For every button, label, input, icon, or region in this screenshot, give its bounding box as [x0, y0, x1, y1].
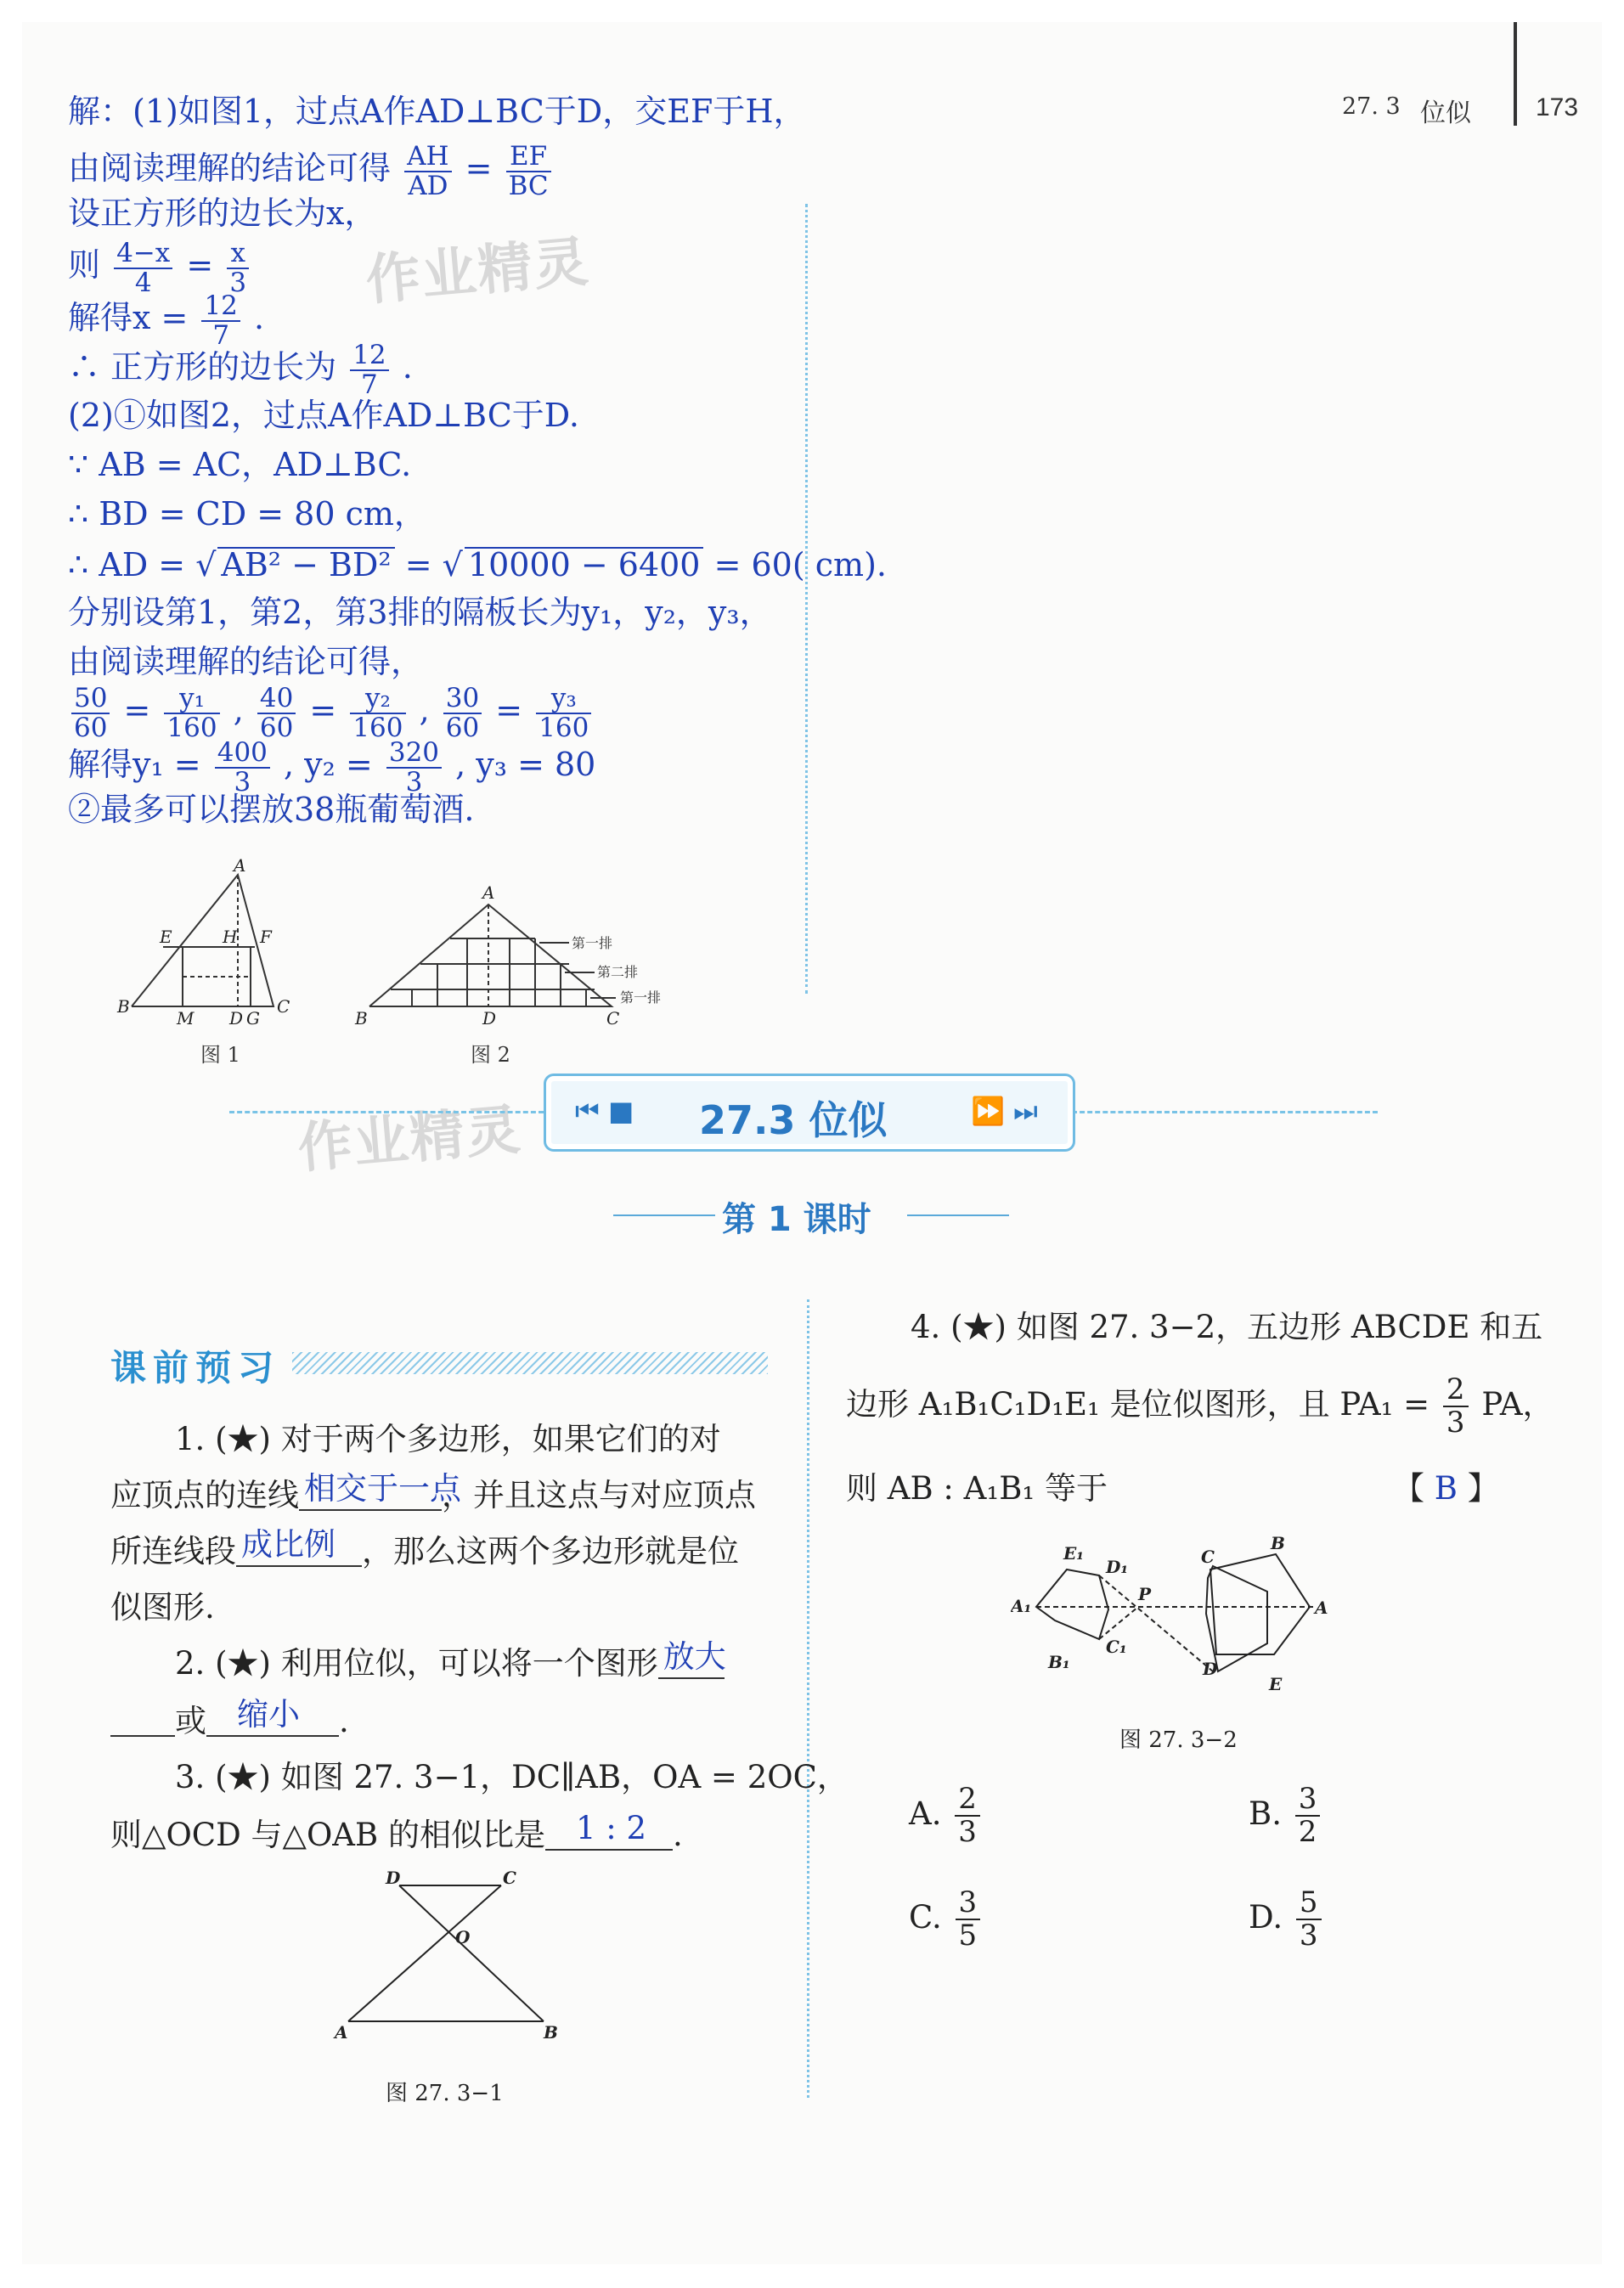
banner-line-right — [1072, 1111, 1378, 1113]
q4-line-3: 则 AB : A₁B₁ 等于 — [846, 1470, 1108, 1507]
fig1-label-G: G — [246, 1008, 260, 1028]
q1-blank-1 — [299, 1470, 461, 1511]
fig-27-3-1-label-D: D — [386, 1868, 401, 1888]
header-section-title: 位似 — [1420, 99, 1471, 128]
section-heading: 课前预习 — [110, 1347, 281, 1389]
q4-option-b[interactable]: B. $\frac{3}{2}$ — [1249, 1784, 1323, 1849]
section-banner — [544, 1074, 1075, 1152]
figure-27-3-2 — [1011, 1529, 1351, 1724]
fraction: $\frac{5}{3}$ — [1296, 1887, 1322, 1953]
operator: , — [223, 691, 254, 730]
q4-answer-bracket: 【 B 】 — [1393, 1470, 1499, 1507]
solution-line-13 — [68, 685, 595, 741]
q1-line-1: 1. (★) 对于两个多边形，如果它们的对 — [175, 1421, 721, 1457]
q3-line-2: 则△OCD 与△OAB 的相似比是 1 : 2 . — [110, 1810, 683, 1853]
solution-line-12: 由阅读理解的结论可得， — [68, 643, 424, 680]
fig-27-3-1-label-A: A — [335, 2022, 348, 2043]
solution-line-14: 解得y₁ = $\frac{400}{3}$ , y₂ = $\frac{320}{3}$ , y₃ = 80 — [68, 737, 596, 797]
q2-blank-1 — [658, 1638, 726, 1679]
nav-first-icon: ⏮ ■ — [575, 1095, 634, 1127]
fig2-row-label: 第二排 — [597, 964, 639, 980]
q4-answer: B — [1434, 1470, 1458, 1507]
fig-27-3-2-label-D: D — [1203, 1659, 1218, 1679]
q4-option-c[interactable]: C. $\frac{3}{5}$ — [909, 1887, 984, 1953]
q1-answer-2: 成比例 — [241, 1526, 336, 1563]
solution-line-8: ∵ AB = AC，AD⊥BC. — [68, 446, 412, 483]
nav-last-icon: ⏩ ⏭ — [971, 1095, 1038, 1127]
q4-option-d[interactable]: D. $\frac{5}{3}$ — [1249, 1887, 1325, 1953]
fig2-label-C: C — [606, 1008, 620, 1028]
operator: = — [299, 691, 347, 730]
fig-27-3-2-label-C: C — [1201, 1547, 1215, 1567]
operator: = — [485, 691, 533, 730]
fraction: $\frac{3}{2}$ — [1295, 1784, 1321, 1849]
fig-27-3-1-label-O: O — [455, 1927, 471, 1947]
fig2-row-label: 第一排 — [572, 935, 613, 951]
solution-line-5: 解得x = $\frac{12}{7}$ . — [68, 290, 265, 351]
q4-line-1: 4. (★) 如图 27. 3−2，五边形 ABCDE 和五 — [911, 1309, 1543, 1345]
dotted-divider — [805, 204, 808, 994]
figure-27-3-1 — [323, 1868, 595, 2072]
fraction: $\frac{12}{7}$ — [350, 341, 388, 398]
fig1-label-F: F — [260, 927, 272, 947]
q2-blank-lead — [110, 1708, 175, 1737]
q2-line-2: 或 缩小 . — [110, 1705, 349, 1737]
q3-blank — [545, 1810, 673, 1851]
fig-27-3-2-label-P: P — [1138, 1584, 1152, 1604]
fraction: $\frac{AH}{AD}$ — [404, 143, 451, 200]
watermark: 作业精灵 — [363, 230, 593, 313]
fraction: $\frac{\text{y₃}}{160}$ — [536, 685, 591, 741]
solution-line-3: 设正方形的边长为x， — [68, 194, 377, 232]
figures-1-2 — [93, 858, 696, 1070]
solution-line-4: 则 $\frac{4-x}{4}$ = $\frac{x}{3}$ — [68, 240, 252, 296]
heading-hatch — [292, 1352, 768, 1374]
fig1-label-D: D — [229, 1008, 244, 1028]
fraction: $\frac{x}{3}$ — [227, 240, 249, 296]
solution-line-10: ∴ AD = √ AB² − BD² = √ 10000 − 6400 = 60( cm). — [68, 546, 887, 583]
fraction: $\frac{400}{3}$ — [215, 739, 270, 796]
fig2-label-D: D — [482, 1008, 497, 1028]
q2-line-1: 2. (★) 利用位似，可以将一个图形 放大 — [175, 1638, 726, 1682]
fig-27-3-2-label-E: E — [1269, 1674, 1283, 1694]
column-divider — [807, 1299, 809, 2098]
fig1-label-E: E — [160, 927, 172, 947]
operator: = — [113, 691, 161, 730]
fig-27-3-2-label-A: A — [1315, 1598, 1328, 1618]
fraction: $\frac{EF}{BC}$ — [506, 143, 551, 200]
fig-27-3-1-label-B: B — [544, 2022, 558, 2043]
fig-27-3-2-label-B: B — [1271, 1533, 1285, 1553]
fig2-label-A: A — [482, 882, 495, 903]
q2-answer-1: 放大 — [663, 1638, 726, 1675]
q4-line-2: 边形 A₁B₁C₁D₁E₁ 是位似图形，且 PA₁ = $\frac{2}{3}$ PA， — [846, 1372, 1554, 1440]
q3-figure-caption: 图 27. 3−1 — [386, 2081, 504, 2106]
q4-option-a[interactable]: A. $\frac{2}{3}$ — [909, 1784, 984, 1849]
operator: , — [409, 691, 440, 730]
fig1-label-B: B — [117, 996, 130, 1017]
fig-27-3-2-label-A1: A₁ — [1011, 1596, 1032, 1616]
q1-line-4: 似图形. — [110, 1589, 215, 1626]
fig1-label-A: A — [234, 858, 246, 876]
fig-27-3-1-label-C: C — [503, 1868, 516, 1888]
section-title: 27.3 位似 — [699, 1097, 888, 1143]
lesson-rule-right — [907, 1214, 1009, 1216]
fraction: $\frac{30}{60}$ — [443, 685, 482, 741]
banner-line-left — [229, 1111, 544, 1113]
solution-line-2: 由阅读理解的结论可得 $\frac{AH}{AD}$ = $\frac{EF}{BC}$ — [68, 143, 555, 200]
q3-line-1: 3. (★) 如图 27. 3−1，DC∥AB，OA = 2OC， — [175, 1759, 849, 1795]
fig-27-3-2-label-C1: C₁ — [1106, 1637, 1127, 1657]
fraction: $\frac{\text{y₂}}{160}$ — [350, 685, 405, 741]
solution-line-7: (2)①如图2，过点A作AD⊥BC于D. — [68, 397, 579, 434]
q1-answer-1: 相交于一点 — [304, 1470, 461, 1507]
q1-line-2: 应顶点的连线 相交于一点 ，并且这点与对应顶点 — [110, 1470, 756, 1513]
q1-blank-2 — [236, 1526, 362, 1567]
q2-answer-2: 缩小 — [237, 1696, 300, 1733]
fraction: $\frac{\text{y₁}}{160}$ — [164, 685, 219, 741]
fraction: $\frac{50}{60}$ — [71, 685, 110, 741]
fig1-caption: 图 1 — [200, 1043, 240, 1067]
q4-figure-caption: 图 27. 3−2 — [1119, 1727, 1238, 1753]
header-section-number: 27. 3 — [1342, 93, 1401, 120]
solution-line-1: 解：(1)如图1，过点A作AD⊥BC于D，交EF于H， — [68, 93, 806, 130]
fig1-label-M: M — [177, 1008, 195, 1028]
watermark: 作业精灵 — [295, 1098, 525, 1181]
fig-27-3-2-label-E1: E₁ — [1063, 1543, 1085, 1564]
fraction: $\frac{12}{7}$ — [201, 292, 240, 349]
solution-line-9: ∴ BD = CD = 80 cm， — [68, 495, 426, 533]
lesson-title: 第 1 课时 — [722, 1200, 871, 1239]
q3-answer: 1 : 2 — [575, 1810, 647, 1846]
fraction: $\frac{40}{60}$ — [257, 685, 296, 741]
q2-blank-2 — [206, 1696, 339, 1737]
fraction: $\frac{4-x}{4}$ — [114, 240, 172, 296]
fig2-caption: 图 2 — [471, 1043, 510, 1067]
fig1-label-H: H — [223, 927, 238, 947]
fig-27-3-2-label-B1: B₁ — [1048, 1652, 1070, 1672]
fraction: $\frac{320}{3}$ — [386, 739, 442, 796]
page-number: 173 — [1536, 93, 1579, 121]
fig2-row-label: 第一排 — [620, 989, 662, 1006]
fraction: $\frac{3}{5}$ — [956, 1887, 981, 1953]
fig1-label-C: C — [277, 996, 290, 1017]
fig2-label-B: B — [355, 1008, 368, 1028]
solution-line-15: ②最多可以摆放38瓶葡萄酒. — [68, 791, 475, 828]
solution-line-11: 分别设第1，第2，第3排的隔板长为y₁，y₂，y₃， — [68, 594, 772, 631]
lesson-rule-left — [613, 1214, 715, 1216]
fig-27-3-2-label-D1: D₁ — [1106, 1557, 1129, 1577]
header-divider — [1514, 22, 1517, 126]
fraction: $\frac{2}{3}$ — [1443, 1374, 1469, 1440]
q1-line-3: 所连线段 成比例 ，那么这两个多边形就是位 — [110, 1526, 739, 1569]
fraction: $\frac{2}{3}$ — [955, 1784, 980, 1849]
solution-line-6: ∴ 正方形的边长为 $\frac{12}{7}$ . — [68, 340, 413, 400]
